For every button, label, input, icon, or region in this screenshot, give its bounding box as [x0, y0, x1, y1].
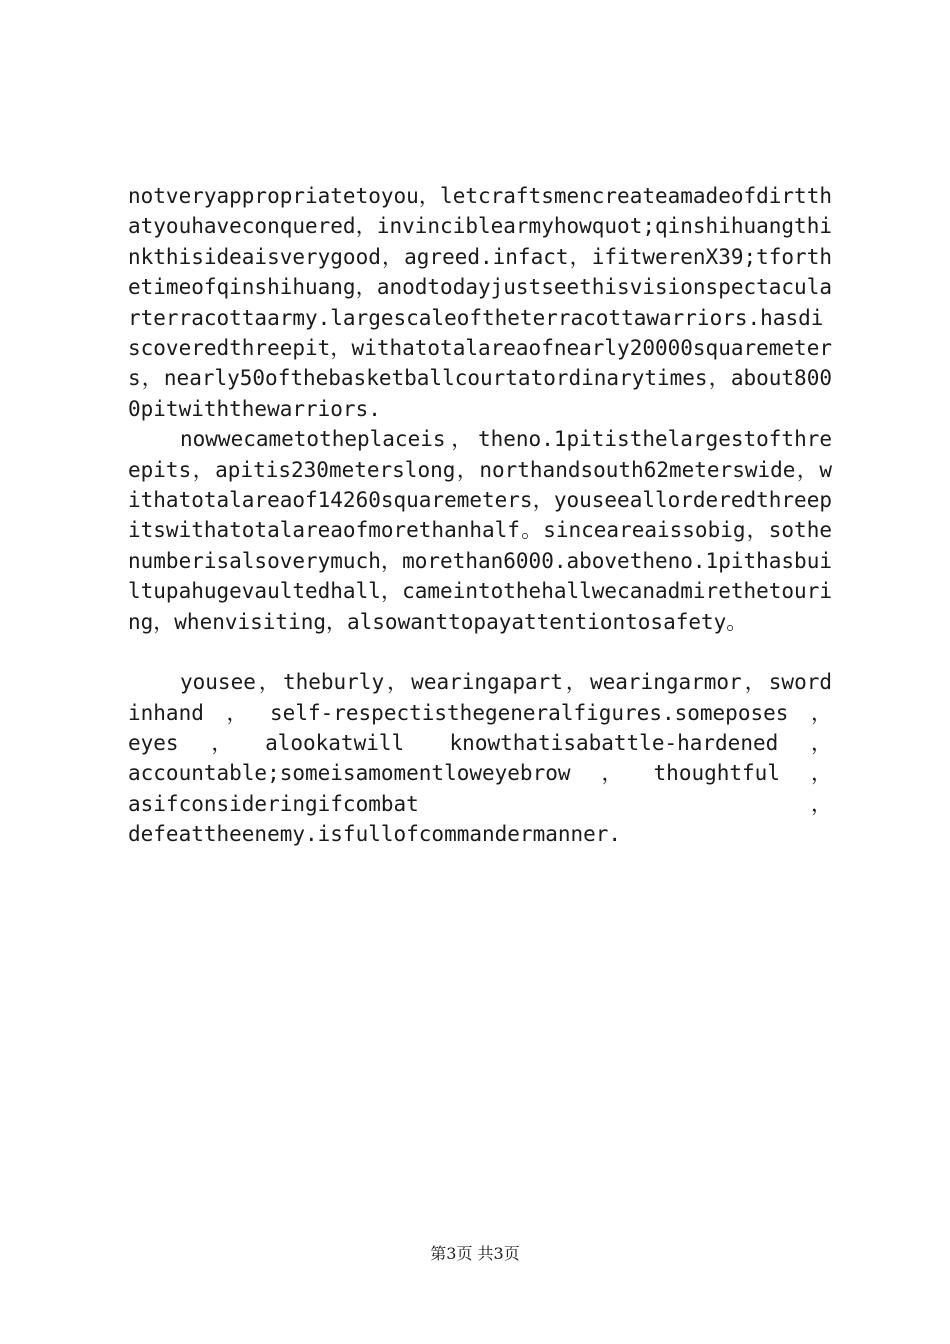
page-number-footer: 第3页 共3页 — [430, 1244, 520, 1263]
paragraph-1: notveryappropriatetoyou，letcraftsmencreateamadeofdirtthatyouhaveconquered，invinciblearmyhowquot;qinshihuangthinkthisideaisverygood，agreed.infact，ifitwerenX39;tforthetimeofqinshihuang，anodtodayjustseethisvisionspectacularterracottaarmy.largescaleoftheterracottawarriors.hasdiscoveredthreepit，withatotalareaofnearly20000squaremeters，nearly50ofthebasketballcourtatordinarytimes，about8000pitwiththewarriors. — [128, 184, 832, 421]
paragraph-3: yousee，theburly，wearingapart，wearingarmor，sword inhand，self-respectisthegeneralfigures.someposes，eyes，alookatwill knowthatisabattle-hardened，accountable;someisamomentloweyebrow，thoughtful，asifconsideringifcombat，defeattheenemy.isfullofcommandermanner. — [128, 670, 832, 847]
document-body — [128, 181, 832, 850]
paragraph-spacer — [128, 637, 832, 667]
paragraph-2: nowwecametotheplaceis，theno.1pitisthelargestofthreepits，apitis230meterslong，northandsouth62meterswide，withatotalareaof14260squaremeters，youseeallorderedthreepitswithatotalareaofmorethanhalf。sinceareaissobig，sothenumberisalsoverymuch，morethan6000.abovetheno.1pithasbuiltupahugevaultedhall，cameintothehallwecanadmirethetouring，whenvisiting，alsowanttopayattentiontosafety。 — [128, 427, 832, 634]
